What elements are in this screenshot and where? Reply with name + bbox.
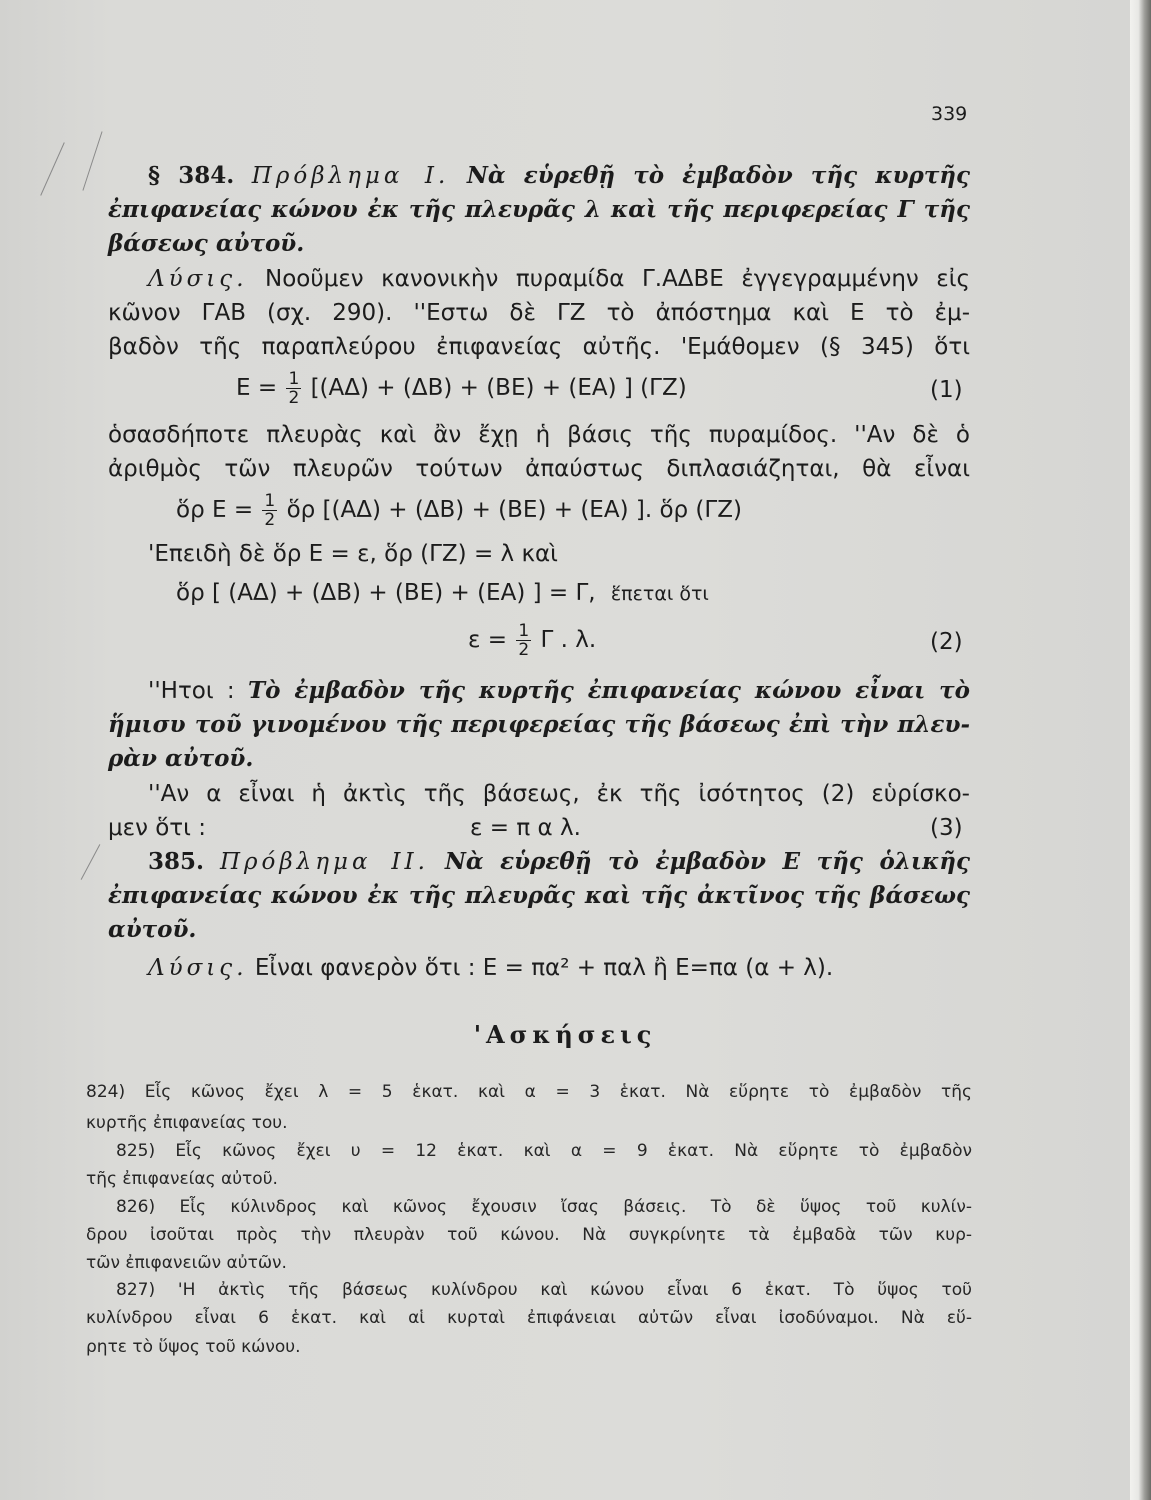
equation-label: (2) [930, 629, 963, 655]
text-line: ἀριθμὸς τῶν πλευρῶν τούτων ἀπαύστως διπλασιάζηται, θὰ εἶναι [108, 456, 970, 482]
fraction-numerator: 1 [518, 621, 530, 641]
solution-text: Νοοῦμεν κανονικὴν πυραμίδα Γ.ΑΔΒΕ ἐγγεγραμμένην εἰς [265, 266, 971, 292]
problem-statement: Νὰ εὑρεθῇ τὸ ἐμβαδὸν Ε τῆς ὁλικῆς [444, 848, 971, 875]
equation-2 [468, 622, 596, 659]
exercises-heading: 'Ασκήσεις [473, 1020, 657, 1049]
pencil-mark-icon [40, 142, 65, 195]
solution-label: Λύσις. [148, 955, 248, 981]
solution-line: βαδὸν τῆς παραπλεύρου ἐπιφανείας αὐτῆς. 'Εμάθομεν (§ 345) ὅτι [108, 334, 970, 360]
fraction-numerator: 1 [264, 491, 276, 511]
solution-line [148, 263, 970, 295]
equation-rhs: [(ΑΔ) + (ΔΒ) + (ΒΕ) + (ΕΑ) ] (ΓΖ) [310, 375, 687, 401]
exercise-line: κυρτῆς ἐπιφανείας του. [86, 1113, 288, 1133]
exercise-line: τῶν ἐπιφανειῶν αὐτῶν. [86, 1253, 287, 1273]
problem-statement-line: ἐπιφανείας κώνου ἐκ τῆς πλευρᾶς λ καὶ τῆς περιφερείας Γ τῆς [108, 196, 970, 223]
fraction-denominator: 2 [288, 388, 300, 408]
fraction [286, 370, 301, 407]
equation-rhs: ὅρ [(ΑΔ) + (ΔΒ) + (ΒΕ) + (ΕΑ) ]. ὅρ (ΓΖ) [286, 497, 742, 523]
equation-perimeter [176, 577, 709, 610]
equation-limit [176, 492, 742, 529]
equation-label: (3) [930, 815, 963, 841]
section-384-title [148, 160, 970, 192]
problem-label: Πρόβλημα Ι. [251, 163, 450, 189]
page-edge [1130, 0, 1151, 1500]
problem-statement: Νὰ εὑρεθῇ τὸ ἐμβαδὸν τῆς κυρτῆς [466, 162, 971, 189]
equation-1 [236, 370, 687, 407]
section-number: 385. [148, 848, 205, 875]
page-number: 339 [931, 103, 968, 125]
equation-lhs: Ε = [236, 375, 278, 401]
equation-tail: ἕπεται ὅτι [610, 583, 709, 605]
conclusion-text: Τὸ ἐμβαδὸν τῆς κυρτῆς ἐπιφανείας κώνου εἶναι τὸ [247, 677, 970, 704]
exercise-line: 826) Εἷς κύλινδρος καὶ κῶνος ἔχουσιν ἴσας βάσεις. Τὸ δὲ ὕψος τοῦ κυλίν- [116, 1197, 972, 1217]
problem-statement-line: βάσεως αὐτοῦ. [108, 230, 305, 257]
exercise-line: ρητε τὸ ὕψος τοῦ κώνου. [86, 1337, 301, 1357]
section-385-title [148, 846, 970, 878]
equation-lhs: ε = [468, 627, 508, 653]
exercise-line: δρου ἰσοῦται πρὸς τὴν πλευρὰν τοῦ κώνου. Νὰ συγκρίνητε τὰ ἐμβαδὰ τῶν κυρ- [86, 1225, 972, 1245]
conclusion-lead: ''Ητοι : [148, 678, 235, 704]
text-line: ὁσασδήποτε πλευρὰς καὶ ἂν ἔχῃ ἡ βάσις τῆς πυραμίδος. ''Αν δὲ ὁ [108, 422, 970, 448]
exercise-line: 827) 'Η ἀκτὶς τῆς βάσεως κυλίνδρου καὶ κώνου εἶναι 6 ἑκατ. Τὸ ὕψος τοῦ [116, 1280, 972, 1300]
text-fragment: μεν ὅτι : [108, 815, 206, 841]
exercise-line: κυλίνδρου εἶναι 6 ἑκατ. καὶ αἱ κυρταὶ ἐπιφάνειαι αὐτῶν εἶναι ἰσοδύναμοι. Νὰ εὕ- [86, 1308, 972, 1328]
solution-label: Λύσις. [148, 266, 248, 292]
equation-body: ὅρ [ (ΑΔ) + (ΔΒ) + (ΒΕ) + (ΕΑ) ] = Γ, [176, 580, 596, 606]
fraction [262, 492, 277, 529]
solution-line: κῶνον ΓΑΒ (σχ. 290). ''Εστω δὲ ΓΖ τὸ ἀπόστημα καὶ Ε τὸ ἐμ- [108, 300, 970, 326]
fraction-denominator: 2 [264, 510, 276, 530]
solution-text: Εἶναι φανερὸν ὅτι : Ε = πα² + παλ ἢ Ε=πα (α + λ). [254, 955, 834, 981]
equation-3: ε = π α λ. [470, 815, 581, 841]
solution-line [148, 952, 970, 984]
exercise-line: 825) Εἷς κῶνος ἔχει υ = 12 ἑκατ. καὶ α = 9 ἑκατ. Νὰ εὕρητε τὸ ἐμβαδὸν [116, 1141, 972, 1161]
pencil-mark-icon [81, 844, 101, 880]
text-line: ''Αν α εἶναι ἡ ἀκτὶς τῆς βάσεως, ἐκ τῆς ἰσότητος (2) εὑρίσκο- [148, 781, 970, 807]
fraction [516, 622, 531, 659]
fraction-denominator: 2 [518, 640, 530, 660]
problem-statement-line: ἐπιφανείας κώνου ἐκ τῆς πλευρᾶς καὶ τῆς ἀκτῖνος τῆς βάσεως [108, 882, 970, 909]
fraction-numerator: 1 [288, 369, 300, 389]
equation-label: (1) [930, 377, 963, 403]
conclusion-line: ἥμισυ τοῦ γινομένου τῆς περιφερείας τῆς βάσεως ἐπὶ τὴν πλευ- [108, 711, 970, 738]
equation-rhs: Γ . λ. [540, 627, 597, 653]
problem-label: Πρόβλημα ΙΙ. [219, 849, 429, 875]
conclusion-line: ρὰν αὐτοῦ. [108, 745, 254, 772]
exercise-line: 824) Εἷς κῶνος ἔχει λ = 5 ἑκατ. καὶ α = 3 ἑκατ. Νὰ εὕρητε τὸ ἐμβαδὸν τῆς [86, 1082, 972, 1102]
conclusion-line [148, 675, 970, 707]
text-line: 'Επειδὴ δὲ ὅρ Ε = ε, ὅρ (ΓΖ) = λ καὶ [148, 541, 558, 567]
pencil-mark-icon [82, 131, 102, 190]
exercise-line: τῆς ἐπιφανείας αὐτοῦ. [86, 1169, 278, 1189]
equation-lhs: ὅρ Ε = [176, 497, 254, 523]
section-number: § 384. [148, 162, 235, 189]
problem-statement-line: αὐτοῦ. [108, 916, 197, 943]
